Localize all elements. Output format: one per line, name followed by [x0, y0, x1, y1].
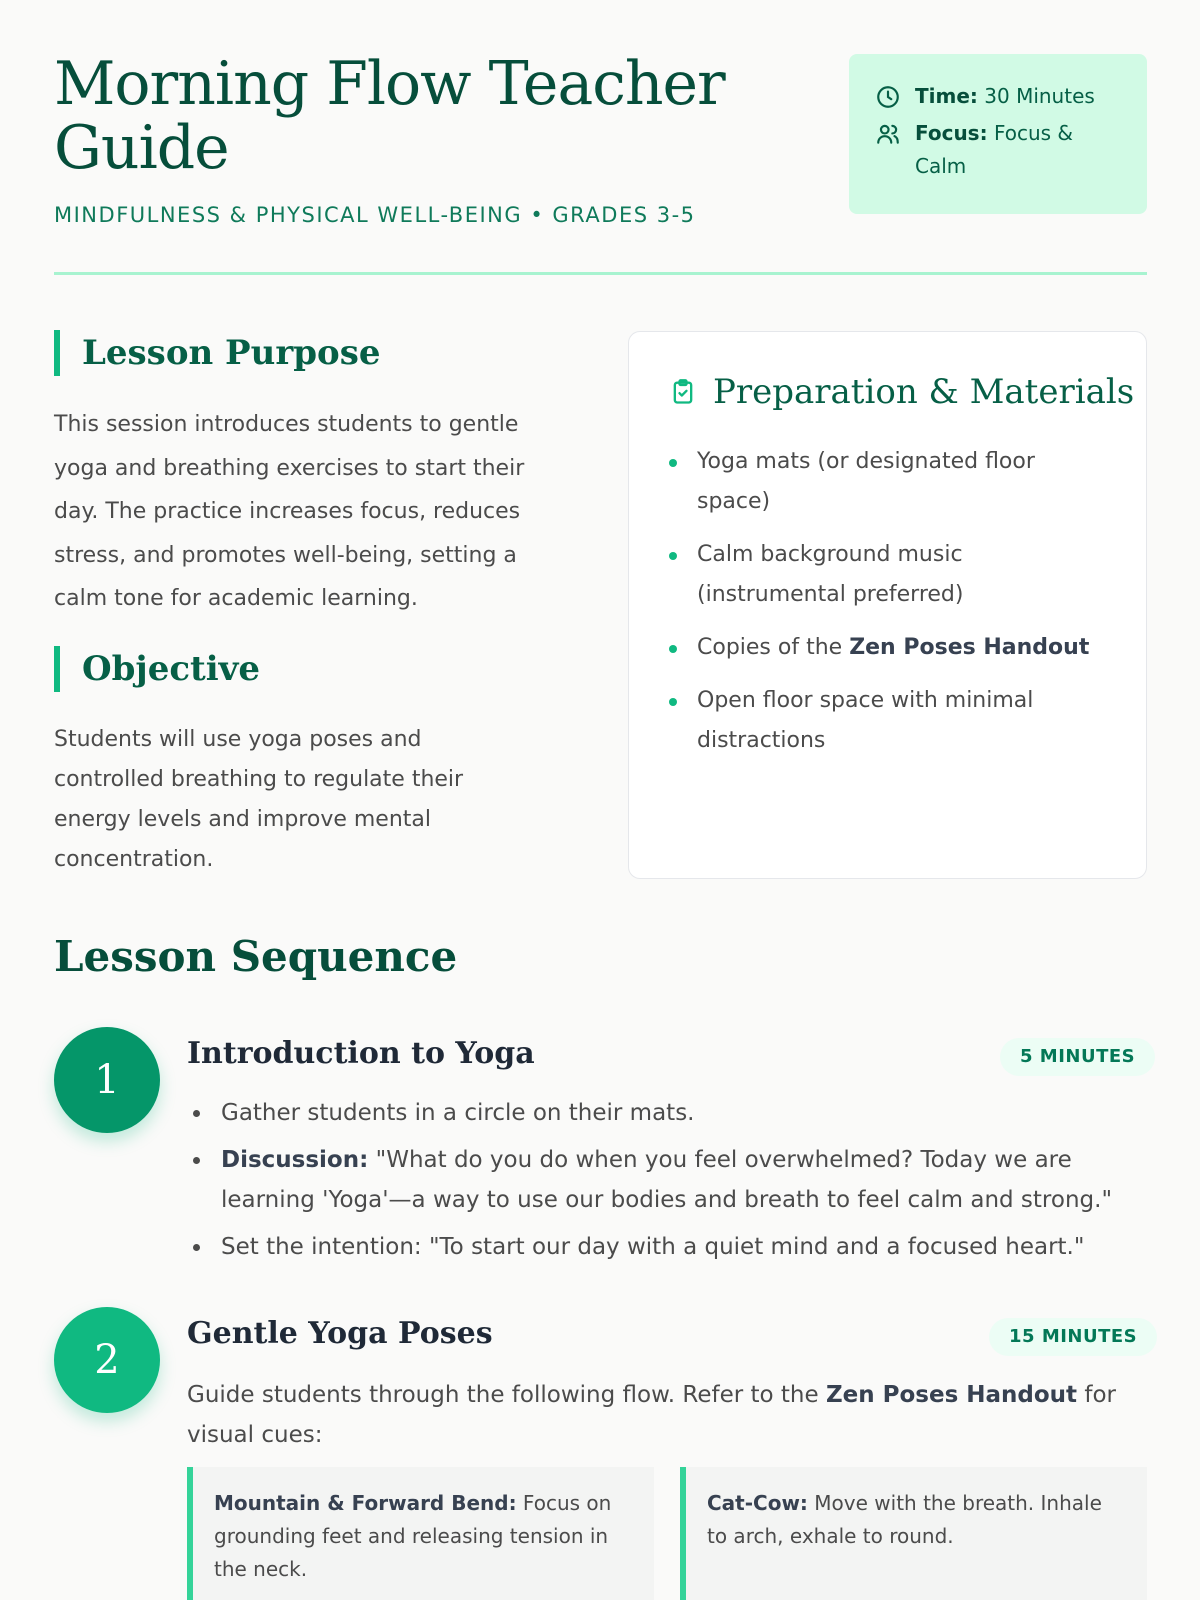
lesson-purpose-heading: Lesson Purpose	[54, 330, 380, 376]
step-1-number: 1	[54, 1027, 160, 1133]
time-row	[875, 80, 1121, 113]
pose-name: Mountain & Forward Bend:	[214, 1491, 517, 1515]
list-item: Gather students in a circle on their mats.	[187, 1093, 1147, 1133]
clipboard-check-icon	[669, 376, 697, 408]
materials-list	[669, 442, 1106, 761]
page-title: Morning Flow Teacher Guide	[54, 49, 725, 183]
step-2-title: Gentle Yoga Poses	[187, 1316, 493, 1351]
lesson-meta-box	[849, 54, 1147, 214]
users-icon	[875, 121, 901, 147]
focus-row	[875, 117, 1121, 183]
step-1-title: Introduction to Yoga	[187, 1036, 535, 1071]
bullet-dot	[669, 459, 677, 467]
preparation-heading-text: Preparation & Materials	[713, 372, 1135, 412]
list-item: Discussion: "What do you do when you feel overwhelmed? Today we are learning 'Yoga'—a way to use our bodies and breath to feel calm and strong."	[187, 1140, 1147, 1220]
header-divider	[54, 272, 1147, 275]
material-item: Copies of the Zen Poses Handout	[669, 628, 1106, 668]
pose-card-mountain: Mountain & Forward Bend: Focus on grounding feet and releasing tension in the neck.	[187, 1467, 654, 1600]
step-1-duration-badge: 5 MINUTES	[1000, 1038, 1155, 1076]
list-item: Set the intention: "To start our day with a quiet mind and a focused heart."	[187, 1227, 1147, 1267]
objective-heading: Objective	[54, 646, 260, 692]
objective-text: Students will use yoga poses and controlled breathing to regulate their energy levels and improve mental concentration.	[54, 727, 464, 872]
bullet-dot	[669, 645, 677, 653]
step-2-intro: Guide students through the following flow. Refer to the Zen Poses Handout for visual cues:	[187, 1382, 1116, 1448]
pose-name: Cat-Cow:	[707, 1491, 808, 1515]
handout-name: Zen Poses Handout	[825, 1382, 1078, 1408]
discussion-label: Discussion:	[221, 1147, 369, 1173]
handout-name: Zen Poses Handout	[849, 635, 1090, 660]
bullet-dot	[669, 552, 677, 560]
focus-label: Focus:	[915, 121, 988, 145]
material-item: Calm background music (instrumental preferred)	[669, 535, 1106, 615]
time-label: Time:	[915, 84, 978, 108]
preparation-materials-card	[628, 331, 1147, 879]
page-subtitle: MINDFULNESS & PHYSICAL WELL-BEING • GRADES 3-5	[54, 203, 696, 227]
material-item: Open floor space with minimal distractions	[669, 681, 1106, 761]
step-1-list	[187, 1093, 1147, 1274]
time-value: 30 Minutes	[984, 84, 1095, 108]
clock-icon	[875, 84, 901, 110]
focus-value: Focus & Calm	[915, 121, 1074, 178]
preparation-heading	[669, 372, 1135, 412]
lesson-sequence-heading: Lesson Sequence	[54, 932, 458, 981]
lesson-purpose-text: This session introduces students to gentle yoga and breathing exercises to start their day. The practice increases focus, reduces stress, and promotes well-being, setting a calm tone for academic learning.	[54, 412, 525, 611]
step-2-duration-badge: 15 MINUTES	[989, 1318, 1157, 1356]
pose-card-cat-cow: Cat-Cow: Move with the breath. Inhale to arch, exhale to round.	[680, 1467, 1147, 1600]
bullet-dot	[669, 698, 677, 706]
material-item: Yoga mats (or designated floor space)	[669, 442, 1106, 522]
step-2-number: 2	[54, 1307, 160, 1413]
